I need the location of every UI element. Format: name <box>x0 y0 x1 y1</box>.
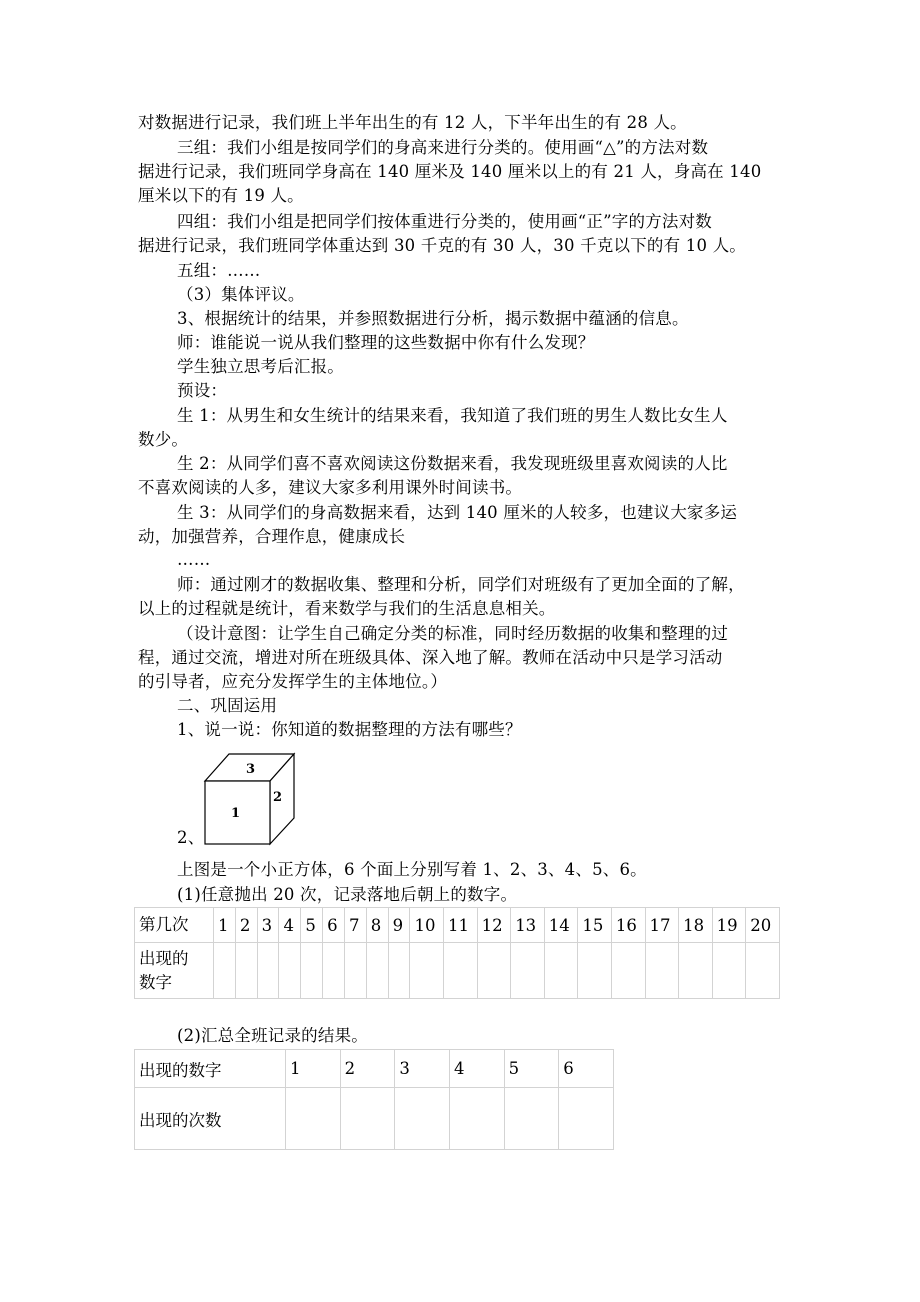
table-header-line: 数字 <box>139 972 172 992</box>
table-cell[interactable] <box>578 943 612 999</box>
table-cell: 4 <box>449 1050 504 1088</box>
text-line: 四组：我们小组是把同学们按体重进行分类的，使用画“正”字的方法对数 <box>177 212 712 231</box>
table-cell: 14 <box>544 908 578 943</box>
table-cell: 13 <box>511 908 545 943</box>
text-line: 动，加强营养，合理作息，健康成长 <box>138 527 406 546</box>
table-cell: 11 <box>444 908 478 943</box>
text-line: 据进行记录，我们班同学体重达到 30 千克的有 30 人，30 千克以下的有 10 人。 <box>138 236 746 255</box>
table-header-cell: 出现的次数 <box>135 1088 286 1150</box>
text-line: （3）集体评议。 <box>177 285 305 304</box>
text-line: 师：谁能说一说从我们整理的这些数据中你有什么发现？ <box>177 333 595 352</box>
table-header-cell: 第几次 <box>135 908 214 943</box>
table-cell: 17 <box>645 908 679 943</box>
text-line: 师：通过刚才的数据收集、整理和分析，同学们对班级有了更加全面的了解， <box>177 575 745 594</box>
table-cell[interactable] <box>257 943 279 999</box>
cube-side-label: 2 <box>273 790 283 805</box>
table-cell[interactable] <box>679 943 713 999</box>
text-line: 的引导者，应充分发挥学生的主体地位。） <box>138 672 448 691</box>
text-line: 以上的过程就是统计，看来数学与我们的生活息息相关。 <box>138 599 556 618</box>
table-cell[interactable] <box>559 1088 614 1150</box>
table-header-line: 出现的 <box>139 948 189 968</box>
table-cell[interactable] <box>323 943 345 999</box>
table-cell[interactable] <box>286 1088 341 1150</box>
table-cell: 16 <box>611 908 645 943</box>
section-heading: 二、巩固运用 <box>177 696 278 715</box>
table-cell[interactable] <box>340 1088 395 1150</box>
text-line: (1)任意抛出 20 次，记录落地后朝上的数字。 <box>177 885 518 904</box>
table-cell[interactable] <box>449 1088 504 1150</box>
text-line: 厘米以下的有 19 人。 <box>138 186 304 205</box>
table-cell: 7 <box>344 908 366 943</box>
text-line: 生 3：从同学们的身高数据来看，达到 140 厘米的人较多，也建议大家多运 <box>177 503 738 522</box>
table-cell: 6 <box>323 908 345 943</box>
text-line: 三组：我们小组是按同学们的身高来进行分类的。使用画“△”的方法对数 <box>177 138 709 157</box>
cube-figure <box>200 748 300 848</box>
table-cell[interactable] <box>279 943 301 999</box>
table-cell: 12 <box>477 908 511 943</box>
table-cell[interactable] <box>504 1088 559 1150</box>
table-cell: 6 <box>559 1050 614 1088</box>
table-cell: 4 <box>279 908 301 943</box>
roll-record-table <box>134 907 780 999</box>
table-cell[interactable] <box>366 943 388 999</box>
table-cell[interactable] <box>477 943 511 999</box>
text-line: 五组：…… <box>177 261 261 280</box>
table-cell: 5 <box>301 908 323 943</box>
table-cell[interactable] <box>511 943 545 999</box>
text-line: 不喜欢阅读的人多，建议大家多利用课外时间读书。 <box>138 478 523 497</box>
text-line: 预设： <box>177 381 228 400</box>
table-header-cell <box>135 943 214 999</box>
table-cell[interactable] <box>544 943 578 999</box>
table-header-cell: 出现的数字 <box>135 1050 286 1088</box>
question-number: 2、 <box>177 828 205 847</box>
text-line: 数少。 <box>138 430 189 449</box>
table-row <box>135 908 780 943</box>
text-line: 学生独立思考后汇报。 <box>177 357 344 376</box>
table-cell: 8 <box>366 908 388 943</box>
table-cell: 2 <box>235 908 257 943</box>
table-cell: 19 <box>712 908 746 943</box>
text-line: 生 1：从男生和女生统计的结果来看，我知道了我们班的男生人数比女生人 <box>177 406 728 425</box>
table-cell[interactable] <box>611 943 645 999</box>
summary-table <box>134 1049 614 1150</box>
table-cell: 15 <box>578 908 612 943</box>
text-line: （设计意图：让学生自己确定分类的标准，同时经历数据的收集和整理的过 <box>177 624 729 643</box>
table-cell[interactable] <box>388 943 410 999</box>
table-cell: 5 <box>504 1050 559 1088</box>
text-line: 对数据进行记录，我们班上半年出生的有 12 人，下半年出生的有 28 人。 <box>138 113 687 132</box>
cube-front-label: 1 <box>231 806 241 821</box>
text-line: 生 2：从同学们喜不喜欢阅读这份数据来看，我发现班级里喜欢阅读的人比 <box>177 454 728 473</box>
text-line: …… <box>177 550 211 569</box>
table-cell: 3 <box>257 908 279 943</box>
text-line: (2)汇总全班记录的结果。 <box>177 1026 368 1045</box>
table-cell: 20 <box>746 908 780 943</box>
table-cell: 3 <box>395 1050 450 1088</box>
table-cell[interactable] <box>235 943 257 999</box>
table-cell[interactable] <box>344 943 366 999</box>
text-line: 3、根据统计的结果，并参照数据进行分析，揭示数据中蕴涵的信息。 <box>177 309 689 328</box>
table-cell[interactable] <box>395 1088 450 1150</box>
table-row <box>135 1050 614 1088</box>
text-line: 程，通过交流，增进对所在班级具体、深入地了解。教师在活动中只是学习活动 <box>138 648 723 667</box>
table-cell: 10 <box>410 908 444 943</box>
table-cell[interactable] <box>410 943 444 999</box>
table-cell[interactable] <box>712 943 746 999</box>
text-line: 1、说一说：你知道的数据整理的方法有哪些？ <box>177 720 522 739</box>
table-cell[interactable] <box>746 943 780 999</box>
text-line: 据进行记录，我们班同学身高在 140 厘米及 140 厘米以上的有 21 人，身高在 140 <box>138 162 762 181</box>
table-cell: 2 <box>340 1050 395 1088</box>
table-cell[interactable] <box>301 943 323 999</box>
table-row <box>135 943 780 999</box>
text-line: 上图是一个小正方体，6 个面上分别写着 1、2、3、4、5、6。 <box>177 860 647 879</box>
table-cell[interactable] <box>214 943 236 999</box>
table-cell: 1 <box>286 1050 341 1088</box>
table-cell: 18 <box>679 908 713 943</box>
table-cell[interactable] <box>444 943 478 999</box>
cube-top-label: 3 <box>246 762 256 777</box>
table-cell: 9 <box>388 908 410 943</box>
table-row <box>135 1088 614 1150</box>
table-cell[interactable] <box>645 943 679 999</box>
table-cell: 1 <box>214 908 236 943</box>
